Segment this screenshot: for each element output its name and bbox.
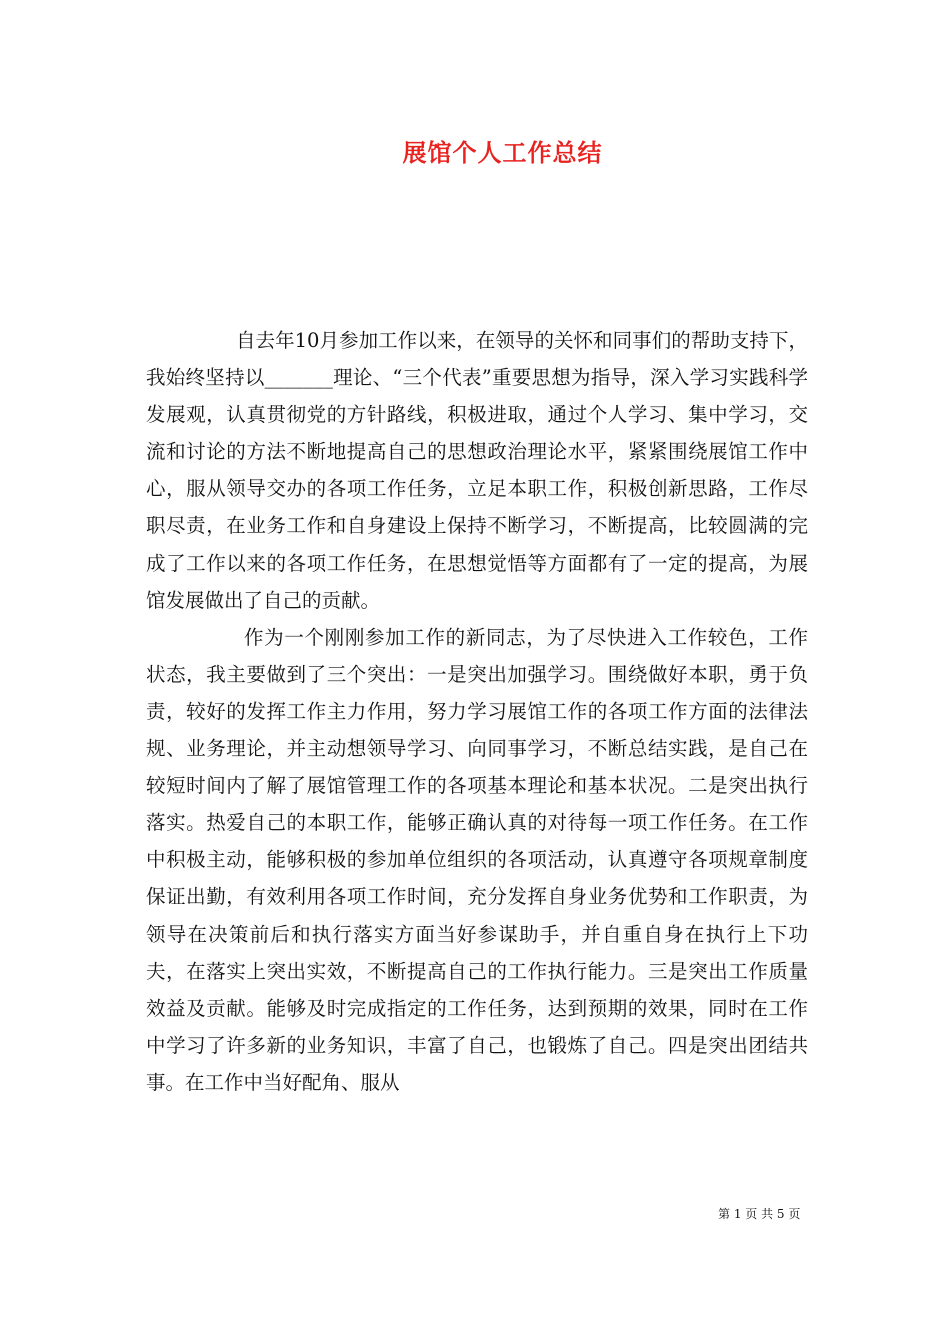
paragraph-2: 作为一个刚刚参加工作的新同志，为了尽快进入工作较色，工作状态，我主要做到了三个突出：一是突出加强学习。围绕做好本职，勇于负责，较好的发挥工作主力作用，努力学习展馆工作的各项工作方面的法律法规、业务理论，并主动想领导学习、向同事学习，不断总结实践，是自己在较短时间内了解了展馆管理工作的各项基本理论和基本状况。二是突出执行落实。热爱自己的本职工作，能够正确认真的对待每一项工作任务。在工作中积极主动，能够积极的参加单位组织的各项活动，认真遵守各项规章制度保证出勤，有效利用各项工作时间，充分发挥自身业务优势和工作职责，为领导在决策前后和执行落实方面当好参谋助手，并自重自身在执行上下功夫，在落实上突出实效，不断提高自己的工作执行能力。三是突出工作质量效益及贡献。能够及时完成指定的工作任务，达到预期的效果，同时在工作中学习了许多新的业务知识，丰富了自己，也锻炼了自己。四是突出团结共事。在工作中当好配角、服从 bbox=[146, 625, 808, 1094]
paragraph-1: 自去年10月参加工作以来，在领导的关怀和同事们的帮助支持下，我始终坚持以_______理论、“三个代表”重要思想为指导，深入学习实践科学发展观，认真贯彻党的方针路线，积极进取，通过个人学习、集中学习，交流和讨论的方法不断地提高自己的思想政治理论水平，紧紧围绕展馆工作中心，服从领导交办的各项工作任务，立足本职工作，积极创新思路，工作尽职尽责，在业务工作和自身建设上保持不断学习，不断提高，比较圆满的完成了工作以来的各项工作任务，在思想觉悟等方面都有了一定的提高，为展馆发展做出了自己的贡献。 bbox=[146, 329, 808, 612]
document-body bbox=[146, 322, 808, 1101]
page-number: 第 1 页 共 5 页 bbox=[718, 1207, 801, 1221]
document-title: 展馆个人工作总结 bbox=[402, 138, 603, 167]
